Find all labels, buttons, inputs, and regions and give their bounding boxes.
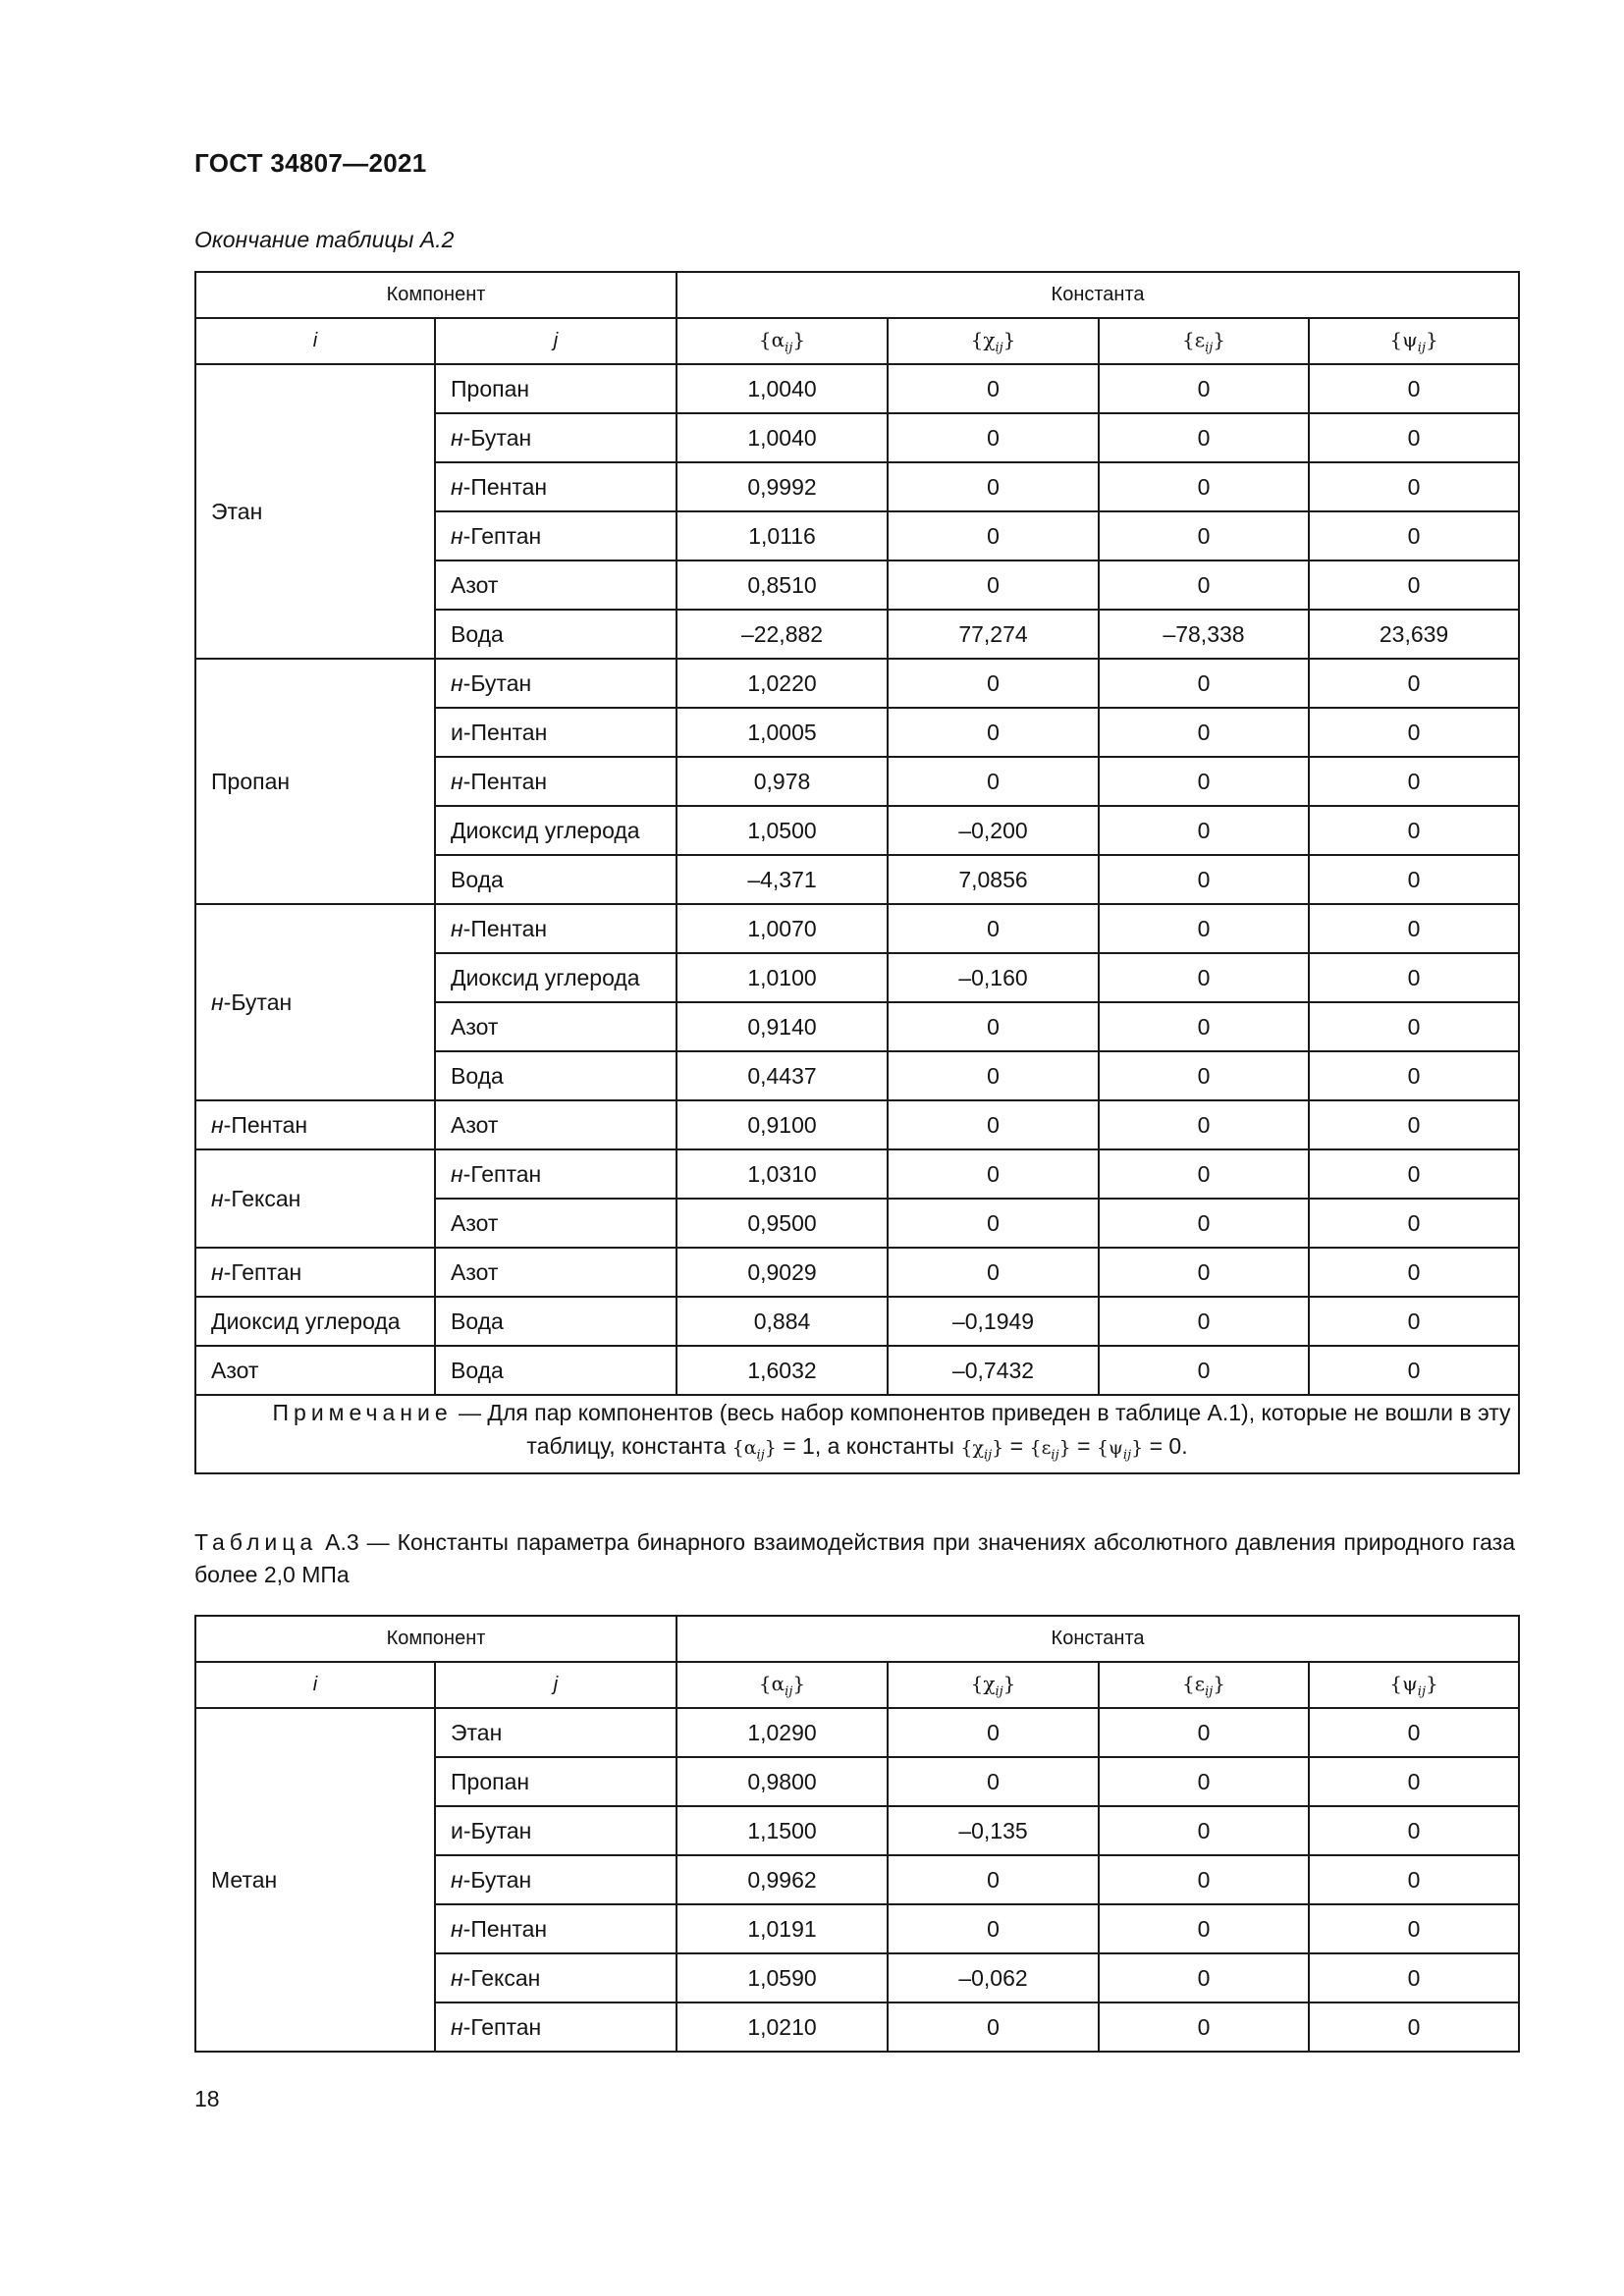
component-j-cell	[435, 1806, 677, 1855]
component-j-cell	[435, 1199, 677, 1248]
component-j-cell	[435, 1757, 677, 1806]
chi-value: 0	[888, 413, 1099, 462]
component-j-cell	[435, 1002, 677, 1051]
component-name: Вода	[451, 1062, 504, 1089]
component-name: Этан	[451, 1719, 503, 1745]
psi-value: 0	[1309, 462, 1519, 511]
eps-value: 0	[1099, 757, 1309, 806]
alpha-value: 0,9992	[677, 462, 888, 511]
component-name: -Гептан	[462, 522, 542, 549]
chi-value: –0,135	[888, 1806, 1099, 1855]
table-a2-continuation	[194, 271, 1520, 1474]
header-j: j	[435, 1662, 677, 1708]
component-name: -Бутан	[462, 1866, 532, 1893]
alpha-value: 1,0005	[677, 708, 888, 757]
chi-value: 7,0856	[888, 855, 1099, 904]
page-number: 18	[194, 2086, 220, 2111]
chi-value: 0	[888, 1100, 1099, 1149]
component-name: -Бутан	[462, 424, 532, 451]
prefix-n: н	[451, 2013, 463, 2040]
chi-value: 0	[888, 659, 1099, 708]
prefix-n: н	[211, 988, 224, 1015]
alpha-value: 1,0290	[677, 1708, 888, 1757]
prefix-n: н	[211, 1185, 224, 1211]
eps-value: 0	[1099, 1806, 1309, 1855]
eps-value: 0	[1099, 855, 1309, 904]
header-constant: Константа	[677, 1616, 1519, 1662]
alpha-value: –4,371	[677, 855, 888, 904]
chi-value: 0	[888, 1757, 1099, 1806]
component-name: -Пентан	[462, 473, 548, 500]
psi-value: 0	[1309, 855, 1519, 904]
alpha-value: 1,0070	[677, 904, 888, 953]
psi-value: 0	[1309, 364, 1519, 413]
chi-value: 0	[888, 1708, 1099, 1757]
component-j-cell	[435, 855, 677, 904]
eps-value: 0	[1099, 364, 1309, 413]
eps-value: 0	[1099, 1149, 1309, 1199]
alpha-value: 0,9500	[677, 1199, 888, 1248]
alpha-value: 1,0590	[677, 1953, 888, 2002]
header-j: j	[435, 318, 677, 364]
alpha-value: 0,9100	[677, 1100, 888, 1149]
header-i: i	[195, 318, 435, 364]
prefix-n: н	[451, 1964, 463, 1991]
eps-value: 0	[1099, 904, 1309, 953]
table-row	[195, 1346, 1519, 1395]
component-name: -Гексан	[223, 1185, 301, 1211]
psi-value: 0	[1309, 1904, 1519, 1953]
component-name: Азот	[451, 1209, 499, 1236]
alpha-value: 1,0191	[677, 1904, 888, 1953]
component-j-cell	[435, 1855, 677, 1904]
psi-value: 0	[1309, 1757, 1519, 1806]
alpha-value: 1,6032	[677, 1346, 888, 1395]
eps-value: –78,338	[1099, 610, 1309, 659]
chi-value: 0	[888, 708, 1099, 757]
component-j-cell	[435, 413, 677, 462]
psi-value: 0	[1309, 806, 1519, 855]
eps-value: 0	[1099, 1051, 1309, 1100]
header-psi: $\{\psi_{ij}\}$	[1309, 1662, 1519, 1708]
component-name: -Гексан	[462, 1964, 541, 1991]
table-row	[195, 1248, 1519, 1297]
component-name: Пропан	[451, 375, 530, 401]
component-i-cell	[195, 1149, 435, 1248]
component-j-cell	[435, 2002, 677, 2052]
component-name: Азот	[451, 1111, 499, 1138]
chi-value: 0	[888, 561, 1099, 610]
chi-value: –0,7432	[888, 1346, 1099, 1395]
component-name: Диоксид углерода	[451, 964, 640, 990]
alpha-value: 1,0310	[677, 1149, 888, 1199]
component-name: Азот	[451, 1258, 499, 1285]
component-name: -Гептан	[462, 1160, 542, 1187]
alpha-value: 1,0220	[677, 659, 888, 708]
table-row	[195, 1297, 1519, 1346]
psi-value: 0	[1309, 757, 1519, 806]
alpha-value: 1,0116	[677, 511, 888, 561]
table-row	[195, 659, 1519, 708]
alpha-value: 1,0210	[677, 2002, 888, 2052]
component-name: Вода	[451, 1357, 504, 1383]
component-i-cell	[195, 364, 435, 659]
header-psi: $\{\psi_{ij}\}$	[1309, 318, 1519, 364]
chi-value: 0	[888, 904, 1099, 953]
chi-value: –0,200	[888, 806, 1099, 855]
component-name: Азот	[451, 1013, 499, 1040]
eps-value: 0	[1099, 1199, 1309, 1248]
component-j-cell	[435, 1953, 677, 2002]
component-name: Метан	[211, 1866, 278, 1893]
chi-value: 0	[888, 1149, 1099, 1199]
header-chi: $\{\chi_{ij}\}$	[888, 1662, 1099, 1708]
psi-value: 0	[1309, 1708, 1519, 1757]
eps-value: 0	[1099, 1100, 1309, 1149]
alpha-value: 0,9140	[677, 1002, 888, 1051]
component-j-cell	[435, 659, 677, 708]
chi-value: 0	[888, 1051, 1099, 1100]
component-j-cell	[435, 511, 677, 561]
eps-value: 0	[1099, 708, 1309, 757]
chi-value: 0	[888, 1904, 1099, 1953]
component-j-cell	[435, 904, 677, 953]
alpha-value: 1,0040	[677, 413, 888, 462]
psi-value: 0	[1309, 561, 1519, 610]
eps-value: 0	[1099, 806, 1309, 855]
eps-value: 0	[1099, 462, 1309, 511]
component-j-cell	[435, 1297, 677, 1346]
psi-value: 0	[1309, 1806, 1519, 1855]
prefix-n: н	[451, 915, 463, 941]
psi-value: 0	[1309, 904, 1519, 953]
prefix-n: н	[451, 424, 463, 451]
eps-value: 0	[1099, 1855, 1309, 1904]
prefix-n: н	[211, 1258, 224, 1285]
eps-value: 0	[1099, 1346, 1309, 1395]
component-name: Диоксид углерода	[211, 1308, 401, 1334]
component-name: -Бутан	[462, 669, 532, 696]
component-name: Пропан	[211, 768, 291, 794]
eps-value: 0	[1099, 659, 1309, 708]
psi-value: 0	[1309, 1100, 1519, 1149]
component-j-cell	[435, 462, 677, 511]
component-j-cell	[435, 1100, 677, 1149]
component-name: Вода	[451, 1308, 504, 1334]
prefix-n: н	[451, 1866, 463, 1893]
header-epsilon: $\{\varepsilon_{ij}\}$	[1099, 318, 1309, 364]
eps-value: 0	[1099, 1708, 1309, 1757]
eps-value: 0	[1099, 1953, 1309, 2002]
eps-value: 0	[1099, 561, 1309, 610]
component-i-cell	[195, 1708, 435, 2052]
chi-value: 0	[888, 511, 1099, 561]
component-name: -Гептан	[462, 2013, 542, 2040]
header-i: i	[195, 1662, 435, 1708]
eps-value: 0	[1099, 413, 1309, 462]
component-j-cell	[435, 610, 677, 659]
component-name: -Пентан	[462, 768, 548, 794]
psi-value: 0	[1309, 511, 1519, 561]
chi-value: –0,062	[888, 1953, 1099, 2002]
alpha-value: 0,884	[677, 1297, 888, 1346]
table-row	[195, 1100, 1519, 1149]
component-j-cell	[435, 1904, 677, 1953]
prefix-n: н	[451, 669, 463, 696]
component-j-cell	[435, 364, 677, 413]
component-name: Вода	[451, 620, 504, 647]
prefix-n: н	[451, 473, 463, 500]
table-row	[195, 364, 1519, 413]
prefix-n: н	[451, 1915, 463, 1942]
psi-value: 0	[1309, 1248, 1519, 1297]
psi-value: 0	[1309, 1953, 1519, 2002]
header-alpha: $\{\alpha_{ij}\}$	[677, 1662, 888, 1708]
psi-value: 0	[1309, 708, 1519, 757]
component-i-cell	[195, 1248, 435, 1297]
table-a3-caption: Таблица А.3 — Константы параметра бинарного взаимодействия при значениях абсолютного давления природного газа более 2,0 МПа	[194, 1529, 1515, 1587]
alpha-value: 0,9800	[677, 1757, 888, 1806]
component-i-cell	[195, 904, 435, 1100]
eps-value: 0	[1099, 1904, 1309, 1953]
component-j-cell	[435, 1708, 677, 1757]
alpha-value: 1,1500	[677, 1806, 888, 1855]
chi-value: 0	[888, 757, 1099, 806]
psi-value: 0	[1309, 1199, 1519, 1248]
eps-value: 0	[1099, 953, 1309, 1002]
component-name: -Пентан	[462, 1915, 548, 1942]
psi-value: 0	[1309, 1297, 1519, 1346]
alpha-value: 0,4437	[677, 1051, 888, 1100]
component-i-cell	[195, 1346, 435, 1395]
chi-value: 0	[888, 1199, 1099, 1248]
eps-value: 0	[1099, 1757, 1309, 1806]
psi-value: 0	[1309, 1002, 1519, 1051]
chi-value: 0	[888, 462, 1099, 511]
chi-value: 0	[888, 1248, 1099, 1297]
component-j-cell	[435, 757, 677, 806]
alpha-value: 0,8510	[677, 561, 888, 610]
component-i-cell	[195, 1297, 435, 1346]
component-j-cell	[435, 1346, 677, 1395]
header-alpha: $\{\alpha_{ij}\}$	[677, 318, 888, 364]
component-name: Вода	[451, 866, 504, 892]
chi-value: 0	[888, 1002, 1099, 1051]
component-name: -Гептан	[223, 1258, 302, 1285]
component-name: Азот	[211, 1357, 259, 1383]
table-row	[195, 1149, 1519, 1199]
chi-value: 0	[888, 2002, 1099, 2052]
component-j-cell	[435, 953, 677, 1002]
component-name: -Пентан	[462, 915, 548, 941]
component-j-cell	[435, 561, 677, 610]
component-i-cell	[195, 659, 435, 904]
prefix-n: н	[451, 1160, 463, 1187]
header-epsilon: $\{\varepsilon_{ij}\}$	[1099, 1662, 1309, 1708]
component-name: Пропан	[451, 1768, 530, 1794]
psi-value: 0	[1309, 1149, 1519, 1199]
chi-value: 0	[888, 364, 1099, 413]
chi-value: –0,1949	[888, 1297, 1099, 1346]
alpha-value: 0,9962	[677, 1855, 888, 1904]
component-name: Азот	[451, 571, 499, 598]
table-row	[195, 1708, 1519, 1757]
component-name: Этан	[211, 498, 263, 524]
component-i-cell	[195, 1100, 435, 1149]
eps-value: 0	[1099, 2002, 1309, 2052]
psi-value: 0	[1309, 1346, 1519, 1395]
psi-value: 0	[1309, 413, 1519, 462]
component-name: -Пентан	[223, 1111, 308, 1138]
component-j-cell	[435, 708, 677, 757]
table-note: Примечание — Для пар компонентов (весь набор компонентов приведен в таблице А.1), которые не вошли в эту таблицу, константа $\{\alpha_{ij}\} = 1$, а константы $\{\chi_{ij}\} = \{\varepsilon_{ij}\} = \{\psi_{ij}\} = 0$.	[195, 1395, 1519, 1473]
psi-value: 0	[1309, 953, 1519, 1002]
eps-value: 0	[1099, 1248, 1309, 1297]
prefix-n: н	[451, 522, 463, 549]
alpha-value: 1,0100	[677, 953, 888, 1002]
alpha-value: 0,978	[677, 757, 888, 806]
eps-value: 0	[1099, 1002, 1309, 1051]
psi-value: 0	[1309, 2002, 1519, 2052]
psi-value: 0	[1309, 1051, 1519, 1100]
header-chi: $\{\chi_{ij}\}$	[888, 318, 1099, 364]
alpha-value: 1,0040	[677, 364, 888, 413]
component-j-cell	[435, 1248, 677, 1297]
psi-value: 23,639	[1309, 610, 1519, 659]
note-label: Примечание	[272, 1400, 453, 1425]
alpha-value: 0,9029	[677, 1248, 888, 1297]
header-constant: Константа	[677, 272, 1519, 318]
psi-value: 0	[1309, 1855, 1519, 1904]
alpha-value: 1,0500	[677, 806, 888, 855]
prefix-n: н	[211, 1111, 224, 1138]
alpha-value: –22,882	[677, 610, 888, 659]
component-name: и-Пентан	[451, 719, 548, 745]
chi-value: 77,274	[888, 610, 1099, 659]
chi-value: –0,160	[888, 953, 1099, 1002]
header-component: Компонент	[195, 1616, 677, 1662]
component-name: -Бутан	[223, 988, 293, 1015]
document-designation: ГОСТ 34807—2021	[194, 148, 427, 178]
psi-value: 0	[1309, 659, 1519, 708]
chi-value: 0	[888, 1855, 1099, 1904]
component-j-cell	[435, 806, 677, 855]
table-row	[195, 904, 1519, 953]
table-a3	[194, 1615, 1520, 2053]
component-j-cell	[435, 1149, 677, 1199]
header-component: Компонент	[195, 272, 677, 318]
eps-value: 0	[1099, 511, 1309, 561]
component-name: Диоксид углерода	[451, 817, 640, 843]
table-a2-continuation-caption: Окончание таблицы А.2	[194, 227, 455, 252]
component-name: и-Бутан	[451, 1817, 532, 1843]
eps-value: 0	[1099, 1297, 1309, 1346]
prefix-n: н	[451, 768, 463, 794]
component-j-cell	[435, 1051, 677, 1100]
